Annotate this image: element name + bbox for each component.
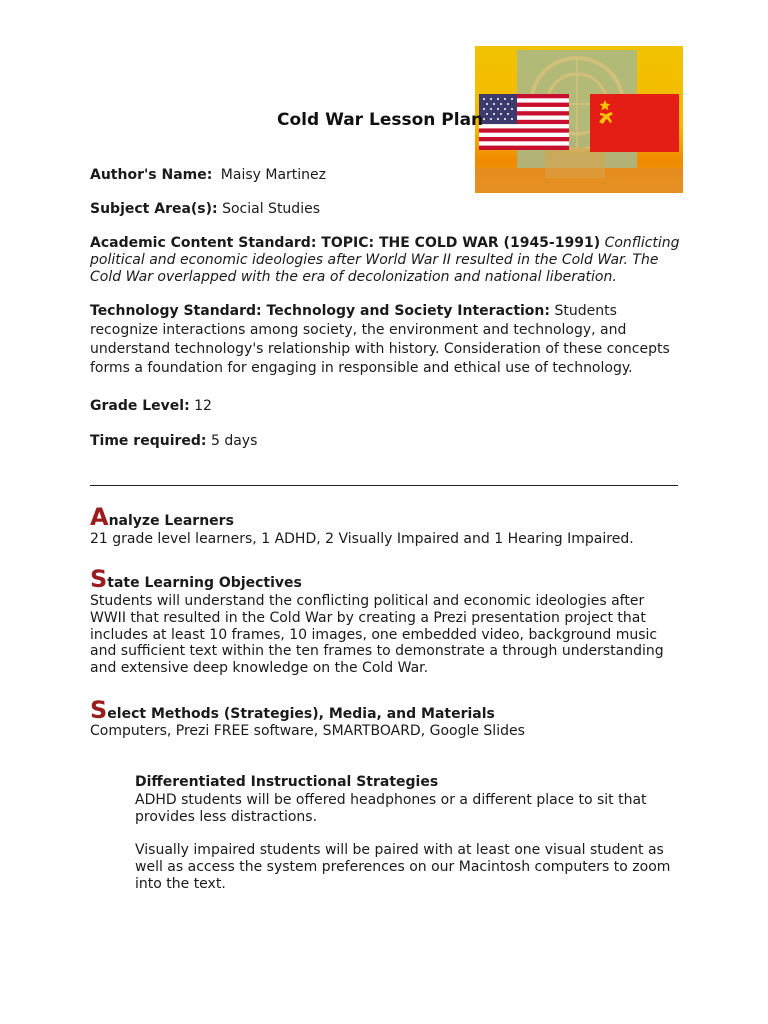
- time-label: Time required:: [90, 433, 207, 449]
- section-divider: [90, 485, 678, 486]
- grade-line: [90, 397, 680, 416]
- content-standard: [90, 235, 680, 286]
- content-standard-label: Academic Content Standard: TOPIC: THE COLD WAR (1945-1991): [90, 235, 601, 251]
- methods-heading-text: elect Methods (Strategies), Media, and Materials: [107, 706, 495, 722]
- objectives-heading-text: tate Learning Objectives: [107, 575, 302, 591]
- grade-label: Grade Level:: [90, 398, 190, 414]
- grade-value: 12: [194, 398, 212, 414]
- time-value: 5 days: [210, 433, 258, 449]
- differentiated-heading: Differentiated Instructional Strategies: [135, 774, 439, 790]
- visual-strategy-text: Visually impaired students will be paired with at least one visual student as well as access the system preferences on our Macintosh computers to zoom into the text.: [135, 842, 671, 892]
- author-value: Maisy Martinez: [220, 167, 326, 183]
- analyze-learners-heading: [90, 503, 234, 531]
- author-label: Author's Name:: [90, 167, 213, 183]
- subject-value: Social Studies: [222, 201, 320, 217]
- time-line: [90, 432, 680, 451]
- author-line: [90, 166, 680, 185]
- objectives-heading: [90, 565, 302, 593]
- methods-heading: [90, 696, 495, 724]
- content-standard-text: Conflicting political and economic ideologies after World War II resulted in the Cold War. The Cold War overlapped with the era of decolonization and national liberation.: [90, 235, 680, 285]
- analyze-dropcap: A: [90, 503, 109, 531]
- analyze-learners-text: 21 grade level learners, 1 ADHD, 2 Visually Impaired and 1 Hearing Impaired.: [90, 531, 634, 547]
- technology-standard: [90, 302, 680, 378]
- technology-standard-text: Students recognize interactions among society, the environment and technology, and understand technology's relationship with history. Consideration of these concepts forms a foundation for engaging in responsible and ethical use of technology.: [90, 303, 670, 376]
- technology-standard-label: Technology Standard: Technology and Society Interaction:: [90, 303, 550, 319]
- adhd-strategy-text: ADHD students will be offered headphones or a different place to sit that provides less distractions.: [135, 792, 647, 825]
- methods-text: Computers, Prezi FREE software, SMARTBOARD, Google Slides: [90, 723, 525, 739]
- subject-label: Subject Area(s):: [90, 201, 218, 217]
- methods-dropcap: S: [90, 696, 108, 724]
- us-flag: [479, 94, 569, 150]
- objectives-dropcap: S: [90, 565, 108, 593]
- page-title: Cold War Lesson Plan: [277, 110, 484, 130]
- analyze-heading-text: nalyze Learners: [108, 513, 234, 529]
- ussr-flag: [590, 94, 679, 152]
- subject-line: [90, 200, 680, 219]
- objectives-text: Students will understand the conflicting political and economic ideologies after WWII that resulted in the Cold War by creating a Prezi presentation project that includes at least 10 frames, 10 images, one embedded video, background music and sufficient text within the ten frames to demonstrate a through understanding and extensive deep knowledge on the Cold War.: [90, 593, 664, 677]
